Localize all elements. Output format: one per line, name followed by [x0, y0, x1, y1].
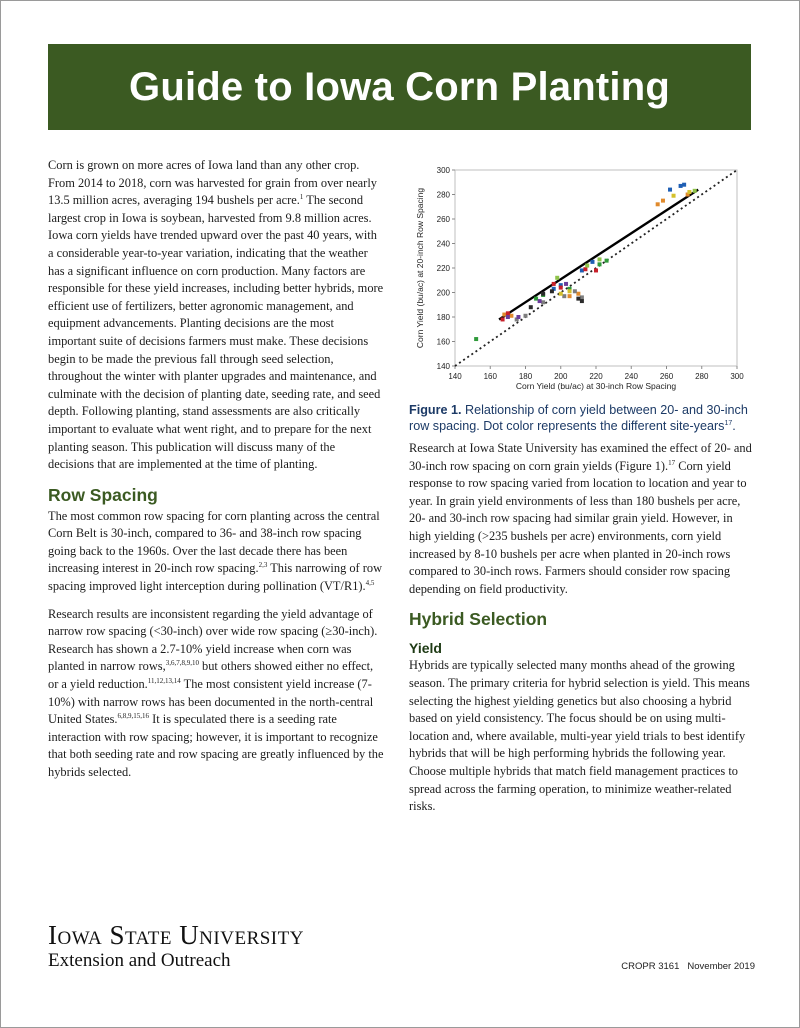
- data-point: [598, 262, 602, 266]
- row-spacing-text: This narrowing of row spacing improved light interception during pollination (VT/R1).: [48, 561, 383, 594]
- footnote-ref: 4,5: [365, 578, 375, 587]
- data-point: [693, 189, 697, 193]
- data-point: [598, 257, 602, 261]
- row-spacing-text: but others showed either no effect, or a yield reduction.: [48, 659, 374, 692]
- data-point: [509, 314, 513, 318]
- data-point: [568, 289, 572, 293]
- x-tick-label: 260: [659, 372, 674, 381]
- footnote-ref: 17: [668, 458, 676, 467]
- research-text: Corn yield response to row spacing varied from location to location and year to year. In grain yield environments of less than 180 bushels per acre, 20- and 30-inch row spacing had similar grain yield. However, in high yielding (>235 bushels per acre) environments, corn yield increased by 8-10 bushels per acre when planted in 20-inch rows compared to 30-inch rows. Farmers should consider row spacing depending on field productivity.: [409, 458, 747, 596]
- y-tick-label: 200: [436, 288, 450, 298]
- x-tick-label: 280: [695, 372, 709, 381]
- yield-scatter-chart: [409, 162, 755, 398]
- footnote-ref: 11,12,13,14: [147, 676, 181, 685]
- data-point: [687, 190, 691, 194]
- data-point: [559, 292, 563, 296]
- data-point: [516, 315, 520, 319]
- data-point: [529, 305, 533, 309]
- figure-caption: [409, 402, 755, 434]
- caption-end: .: [732, 419, 736, 433]
- footnote-ref: 2,3: [258, 561, 268, 570]
- data-point: [656, 202, 660, 206]
- data-point: [580, 295, 584, 299]
- figure-1: [409, 162, 755, 398]
- y-tick-label: 140: [436, 362, 450, 371]
- data-point: [541, 292, 545, 296]
- data-point: [661, 199, 665, 203]
- y-tick-label: 160: [436, 337, 450, 347]
- row-spacing-text: The most common row spacing for corn planting across the central Corn Belt is 30-inch, compared to 36- and 38-inch row spacing going back to the 1960s. Over the last decade there has been increasing interest in 20-inch row spacing.: [48, 508, 380, 576]
- data-point: [506, 311, 510, 315]
- y-axis: [437, 166, 455, 371]
- logo-university-name: Iowa State University: [48, 920, 304, 950]
- data-point: [552, 282, 556, 286]
- data-point: [590, 260, 594, 264]
- data-point: [474, 337, 478, 341]
- hybrid-paragraph: Hybrids are typically selected many months ahead of the growing season. The primary criteria for hybrid selection is yield. This means selecting the highest yielding genetics but also choosing a hybrid based on yield consistency. The focus should be on using multi-location and, where available, multi-year yield trials to best identify hybrids that will be high performing hybrids the following year. Choose multiple hybrids that match field management practices to spread across the farming operation, to minimize weather-related risks.: [409, 658, 750, 814]
- y-tick-label: 220: [436, 264, 450, 273]
- data-point: [580, 268, 584, 272]
- x-tick-label: 160: [483, 372, 497, 381]
- data-point: [580, 299, 584, 303]
- data-point: [605, 259, 609, 263]
- data-point: [524, 314, 528, 318]
- row-spacing-text: It is speculated there is a seeding rate interaction with row spacing; however, it is important to recognize that both seeding rate and row spacing are greatly influenced by the hybrids selected.: [48, 712, 384, 779]
- row-spacing-text: Research results are inconsistent regarding the yield advantage of narrow row spacing (<30-inch) over wide row spacing (≥30-inch). Research has shown a 2.7-10% yield increase when corn was planted in narrow rows,: [48, 606, 378, 674]
- figure-caption-text: Relationship of corn yield between 20- and 30-inch row spacing. Dot color represents the different site-years: [409, 403, 748, 433]
- yield-subheading: Yield: [409, 640, 442, 657]
- hybrid-selection-heading: Hybrid Selection: [409, 609, 548, 630]
- x-tick-label: 180: [518, 372, 533, 381]
- data-point: [562, 294, 566, 298]
- x-tick-label: 140: [448, 372, 462, 381]
- data-point: [559, 286, 563, 290]
- left-column: [48, 157, 384, 782]
- data-point: [555, 276, 559, 280]
- logo-extension: Extension and Outreach: [48, 950, 231, 971]
- footnote-ref: 6,8,9,15,16: [117, 712, 150, 721]
- data-point: [576, 297, 580, 301]
- data-point: [502, 313, 506, 317]
- x-tick-label: 200: [554, 372, 568, 381]
- intro-text: Corn is grown on more acres of Iowa land than any other crop. From 2014 to 2018, corn was harvested for grain from over nearly 13.5 million acres, averaging 194 bushels per acre.: [48, 158, 377, 208]
- data-point: [668, 188, 672, 192]
- data-point: [538, 299, 542, 303]
- data-point: [682, 183, 686, 187]
- data-point: [506, 315, 510, 319]
- y-tick-label: 240: [436, 239, 450, 249]
- data-point: [541, 300, 545, 304]
- row-spacing-text: The most consistent yield increase (7-10%) with narrow rows has been documented in the north-central United States.: [48, 677, 374, 727]
- row-spacing-paragraph-1: [48, 508, 384, 596]
- y-tick-label: 280: [436, 190, 450, 200]
- x-tick-label: 220: [589, 372, 603, 381]
- row-spacing-paragraph-2: [48, 606, 384, 782]
- data-point: [594, 268, 598, 272]
- data-point: [583, 267, 587, 271]
- x-tick-label: 300: [730, 372, 744, 381]
- data-point: [573, 289, 577, 293]
- data-point: [501, 317, 505, 321]
- data-point: [576, 292, 580, 296]
- publication-code: [590, 961, 755, 972]
- data-point: [534, 297, 538, 301]
- data-point: [585, 264, 589, 268]
- data-point: [550, 289, 554, 293]
- footnote-ref: 1: [299, 193, 304, 202]
- data-point: [568, 294, 572, 298]
- publication-date: November 2019: [687, 961, 755, 972]
- y-axis-label: Corn Yield (bu/ac) at 20-inch Row Spacing: [415, 187, 425, 349]
- publication-number: CROPR 3161: [621, 961, 680, 972]
- footnote-ref: 3,6,7,8,9,10: [165, 659, 199, 668]
- row-spacing-heading: Row Spacing: [48, 484, 158, 505]
- x-axis-label: Corn Yield (bu/ac) at 30-inch Row Spacing: [515, 381, 677, 391]
- y-tick-label: 180: [436, 313, 450, 322]
- research-text: Research at Iowa State University has examined the effect of 20- and 30-inch row spacing on corn grain yields (Figure 1).: [409, 441, 752, 473]
- intro-text-2: The second largest crop in Iowa is soybean, harvested from 9.8 million acres. Iowa corn yields have trended upward over the past 40 years, with a considerable year-to-year variation, indicating that the weather has a significant influence on corn production. Many factors are responsible for these yield increases, including better hybrids, more efficient use of fertilizers, better agronomic management, and equipment advancements. Planting decisions are the most important suite of decisions farmers must make. These decisions begin to be made the previous fall through seed selection, throughout the winter with planter upgrades and maintenance, and culminate with the decision of planting date, seeding rate, and seed depth. Following planting, stand assessments are also critically important to evaluate what went right, and to prepare for the next planting season. This publication will discuss many of the decisions that are implemented at the time of planting.: [48, 193, 384, 472]
- footnote-ref: 17: [724, 419, 733, 427]
- title-banner: [48, 44, 751, 130]
- data-point: [564, 282, 568, 286]
- isu-logo: [48, 920, 368, 972]
- page-title: Guide to Iowa Corn Planting: [129, 64, 670, 109]
- figure-label: Figure 1.: [409, 403, 462, 417]
- y-tick-label: 300: [436, 166, 450, 175]
- intro-paragraph: [48, 157, 384, 474]
- research-paragraph: [409, 440, 755, 598]
- y-tick-label: 260: [436, 215, 450, 224]
- x-axis: [448, 366, 744, 381]
- data-point: [679, 184, 683, 188]
- data-point: [672, 194, 676, 198]
- right-column: [409, 162, 755, 816]
- x-tick-label: 240: [624, 372, 638, 381]
